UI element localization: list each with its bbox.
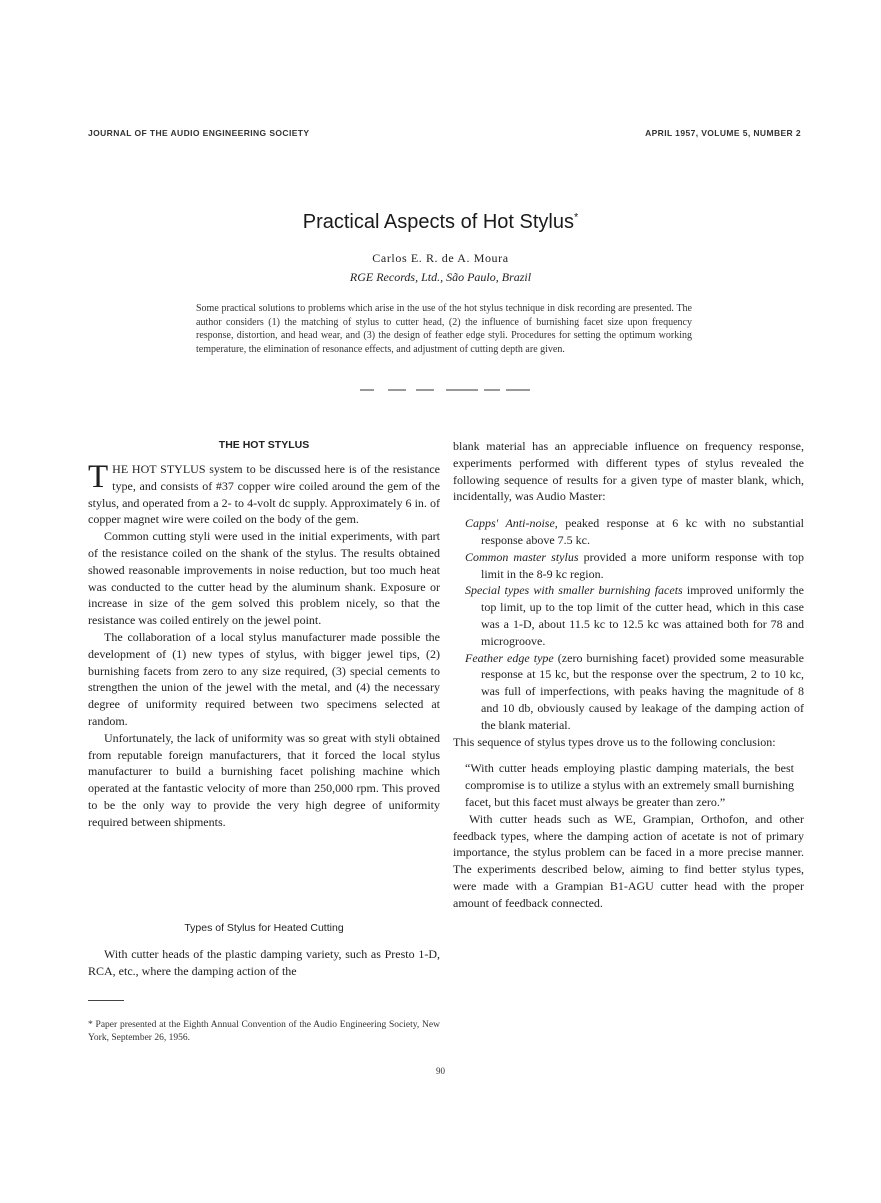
footnote-rule [88, 1000, 124, 1001]
list-item-text: improved uniformly the top limit, up to the top limit of the cutter head, which in this case was a 1-D, about 11.5 kc to 12.5 kc was attained both for 78 and microgroove. [481, 583, 804, 648]
list-item-term: Feather edge type [465, 650, 554, 665]
list-item-term: Capps' Anti-noise, [465, 516, 558, 531]
list-item-term: Special types with smaller burnishing facets [465, 583, 683, 598]
subsection-heading: Types of Stylus for Heated Cutting [184, 922, 344, 934]
intro-paragraph [88, 461, 440, 528]
list-item [453, 582, 804, 649]
right-column-body [453, 438, 804, 912]
author-name: Carlos E. R. de A. Moura [372, 251, 509, 265]
block-quote: “With cutter heads employing plastic damping materials, the best compromise is to utilize a stylus with an extremely small burnishing facet, but this facet must always be greater than zero.” [465, 761, 794, 809]
drop-cap: T [88, 459, 109, 495]
paragraph: With cutter heads of the plastic damping variety, such as Presto 1-D, RCA, etc., where the damping action of the [88, 947, 440, 978]
left-column-tail [88, 946, 440, 980]
article-title [0, 211, 881, 234]
journal-header-right: APRIL 1957, VOLUME 5, NUMBER 2 [645, 128, 801, 138]
paragraph: This sequence of stylus types drove us to the following conclusion: [453, 734, 776, 749]
author-affiliation: RGE Records, Ltd., São Paulo, Brazil [349, 270, 532, 284]
section-heading-hot-stylus: THE HOT STYLUS [218, 439, 310, 451]
paragraph: With cutter heads such as WE, Grampian, Orthofon, and other feedback types, where the damping action of acetate is not of primary importance, the stylus problem can be faced in a more precise manner. The experiments described below, aiming to find better stylus types, were made with a Grampian B1-AGU cutter head with the proper amount of feedback connected. [453, 811, 804, 910]
list-item [453, 515, 804, 549]
list-item [453, 549, 804, 583]
list-item-term: Common master stylus [465, 549, 579, 564]
footnote: * Paper presented at the Eighth Annual Convention of the Audio Engineering Society, New York, September 26, 1956. [88, 1020, 440, 1043]
paragraph: Unfortunately, the lack of uniformity was so great with styli obtained from reputable foreign manufacturers, that it forced the local stylus manufacturer to build a burnishing facet polishing machine which operated at the fantastic velocity of more than 250,000 rpm. This proved to be the only way to provide the very high degree of uniformity required between shipments. [88, 730, 440, 829]
left-column-body [88, 461, 440, 831]
paragraph: The collaboration of a local stylus manufacturer made possible the development of (1) new types of stylus, with bigger jewel tips, (2) burnishing facets from zero to any size required, (3) special cements to strengthen the union of the jewel with the metal, and (4) the necessary degree of uniformity required between two specimens selected at random. [88, 629, 440, 728]
intro-text: HE HOT STYLUS system to be discussed here is of the resistance type, and consists of #37 copper wire coiled around the gem of the stylus, and operated from a 2- to 4-volt dc supply. Approximately 6 in. of copper magnet wire were coiled on the body of the gem. [88, 462, 440, 527]
journal-header-left: JOURNAL OF THE AUDIO ENGINEERING SOCIETY [88, 128, 310, 138]
paragraph: blank material has an appreciable influence on frequency response, experiments performed with different types of stylus revealed the following sequence of results for a given type of master blank, which, incidentally, was Audio Master: [453, 439, 804, 504]
page-number: 90 [436, 1066, 445, 1076]
list-item-text: provided a more uniform response with top limit in the 8-9 kc region. [481, 549, 804, 581]
abstract: Some practical solutions to problems which arise in the use of the hot stylus technique in disk recording are presented. The author considers (1) the matching of stylus to cutter head, (2) the influence of burnishing facet size upon frequency response, distortion, and head wear, and (3) the design of feather edge styli. Procedures for setting the optimum working temperature, the elimination of resonance effects, and adjustment of cutting depth are given. [196, 303, 692, 355]
section-divider [360, 386, 530, 394]
title-footnote-mark: * [573, 211, 579, 224]
paragraph: Common cutting styli were used in the initial experiments, with part of the resistance coiled on the shank of the stylus. The results obtained showed reasonable improvements in noise reduction, but too much heat was conducted to the cutter head by the aluminum shank. Exposure or increase in size of the gem solved this problem nicely, so that the resistance was coiled entirely on the jewel point. [88, 529, 440, 628]
list-item-text: (zero burnishing facet) provided some measurable response at 15 kc, but the response over the spectrum, 2 to 10 kc, was full of imperfections, with peaks having the magnitude of 8 and 10 db, obviously caused by leakage of the damping action of the blank material. [481, 650, 804, 732]
list-item [453, 650, 804, 734]
article-title-text: Practical Aspects of Hot Stylus [302, 211, 574, 233]
list-item-text: peaked response at 6 kc with no substantial response above 7.5 kc. [481, 516, 804, 547]
